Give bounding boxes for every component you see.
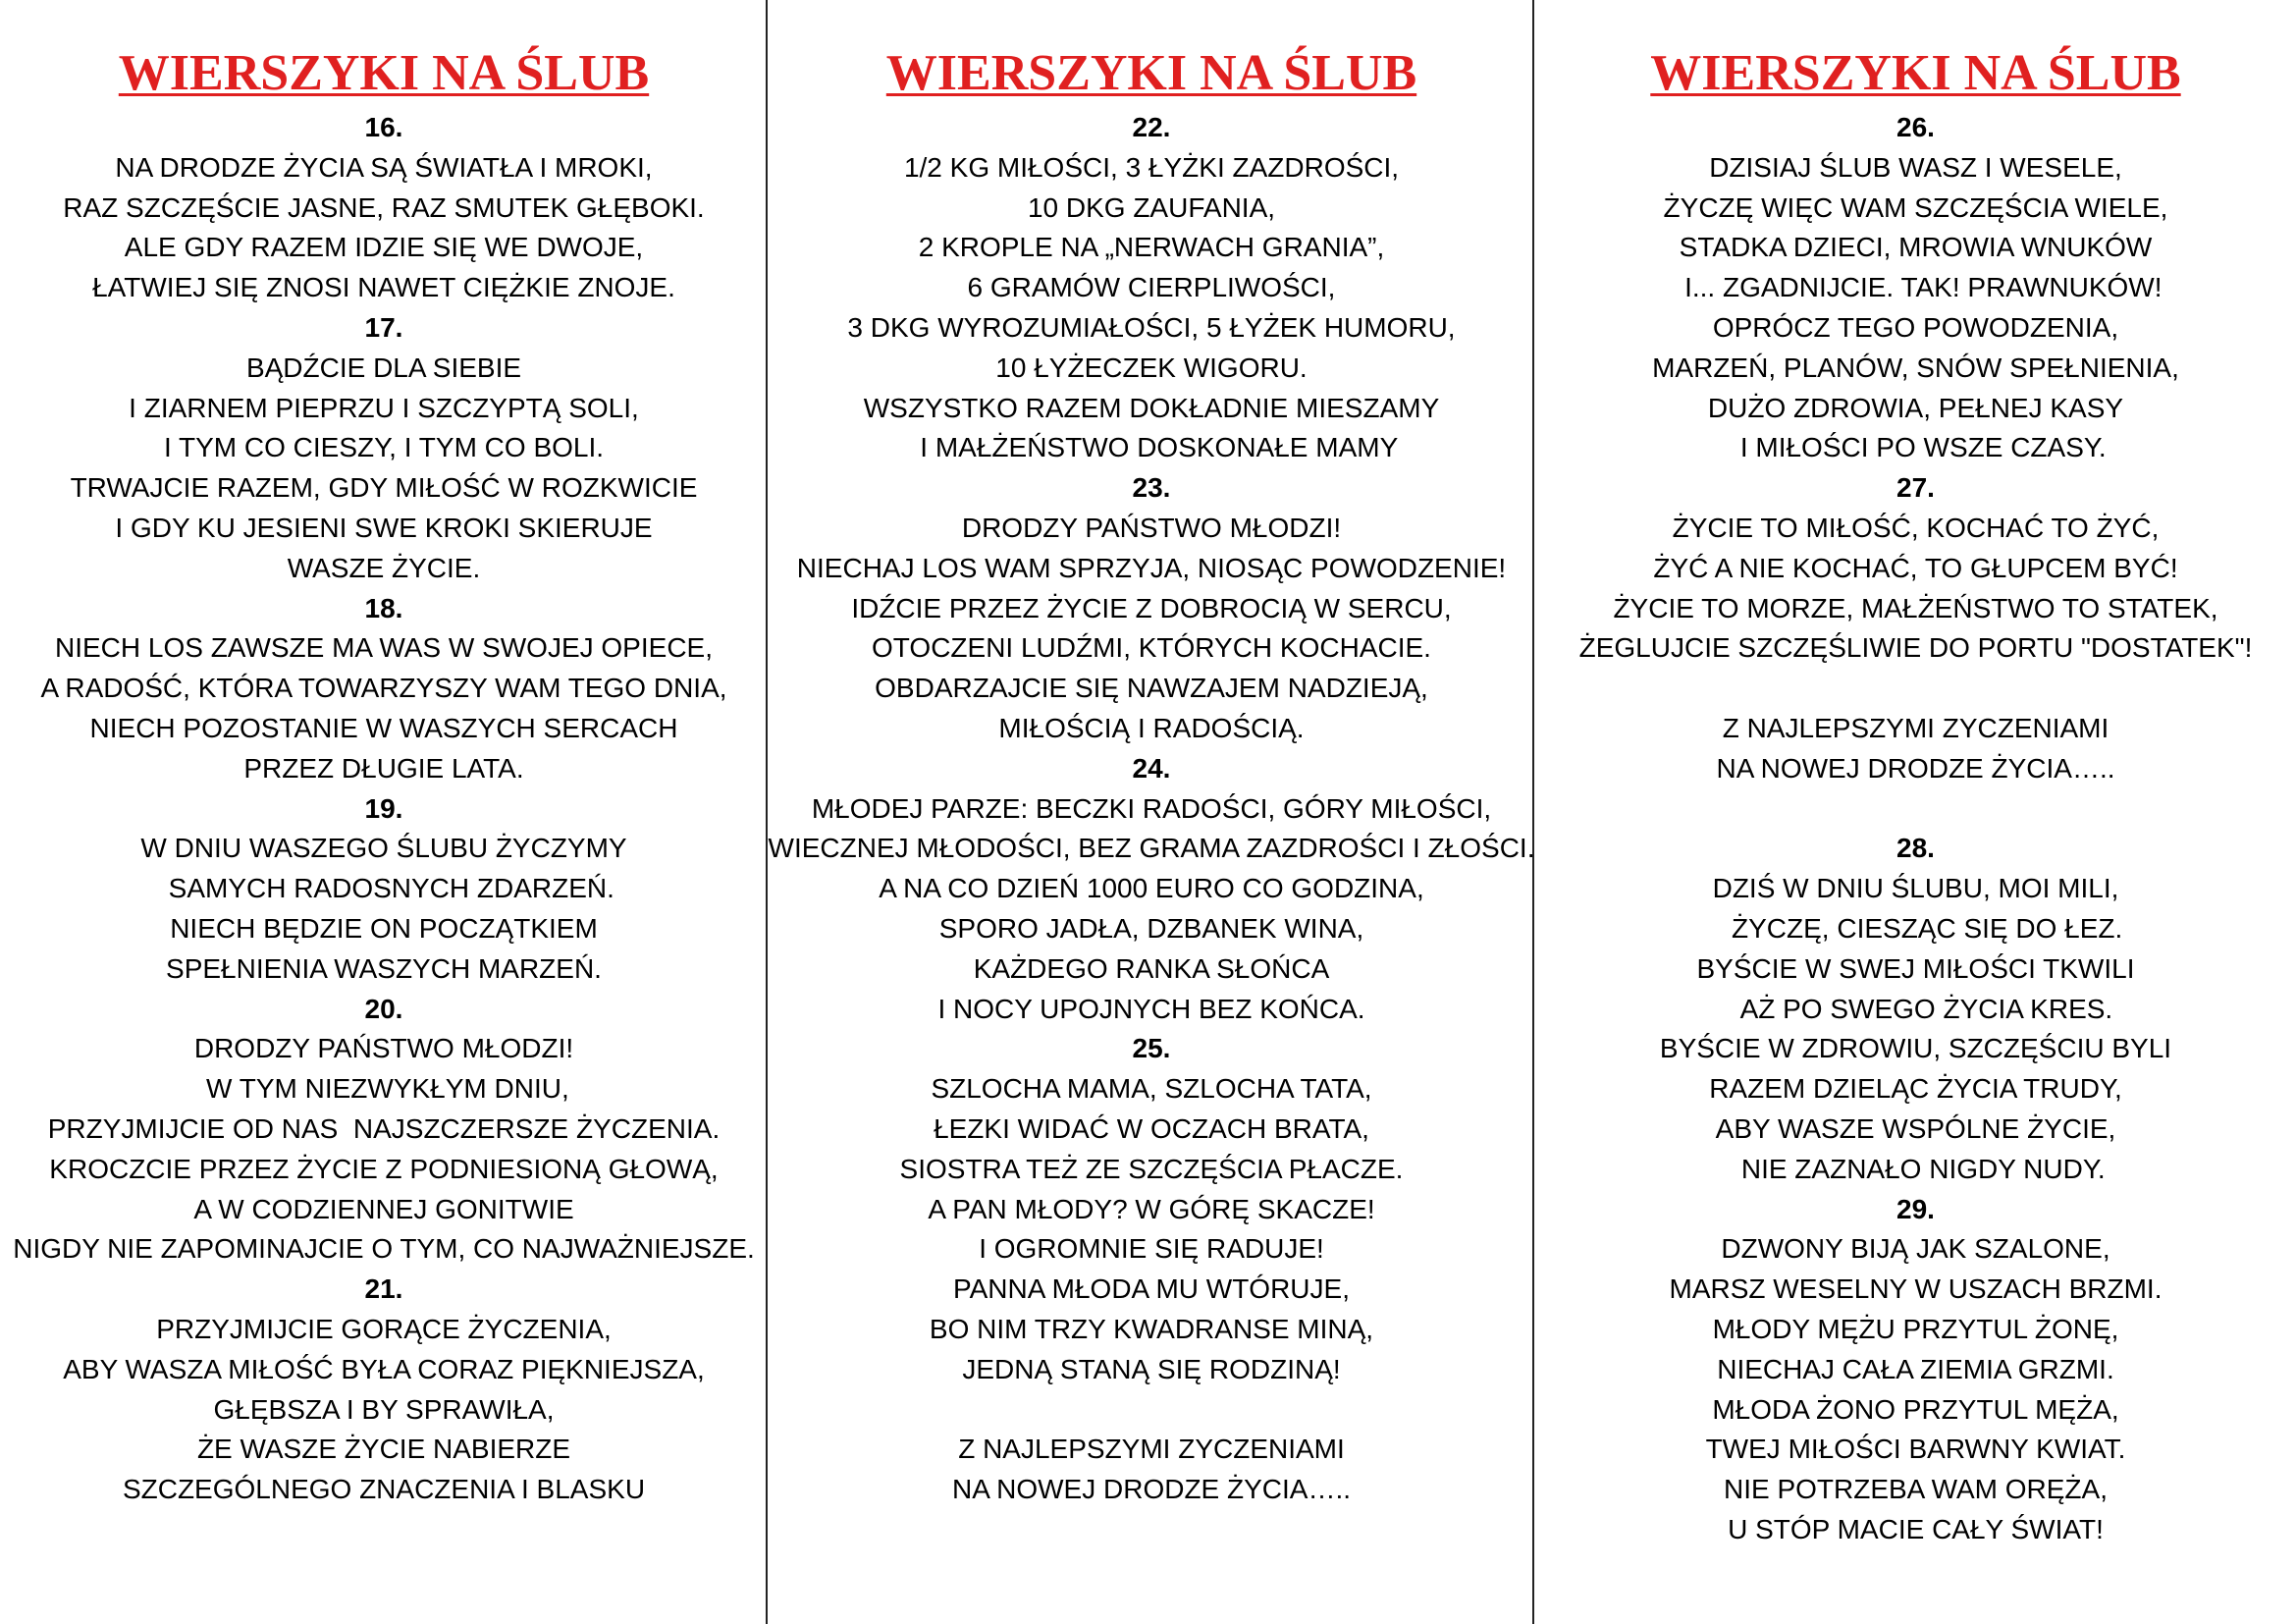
poem-line: PRZYJMIJCIE OD NAS NAJSZCZERSZE ŻYCZENIA. (47, 1112, 721, 1144)
poem-line: A RADOŚĆ, KTÓRA TOWARZYSZY WAM TEGO DNIA, (40, 673, 727, 704)
poem-column-1 (0, 0, 768, 1624)
poem-line: ŻYĆ A NIE KOCHAĆ, TO GŁUPCEM BYĆ! (1653, 552, 2178, 583)
poem-column-3 (1535, 0, 2296, 1624)
poem-number: 26. (1896, 112, 1935, 142)
poem-line: DRODZY PAŃSTWO MŁODZI! (193, 1033, 574, 1064)
poem-number: 22. (1132, 112, 1171, 142)
poem-line: NIECH POZOSTANIE W WASZYCH SERCACH (89, 712, 678, 743)
poem-number: 17. (364, 311, 403, 343)
poem-number: 27. (1896, 472, 1935, 504)
poem-line: I OGROMNIE SIĘ RADUJE! (979, 1233, 1324, 1265)
poem-line: ALE GDY RAZEM IDZIE SIĘ WE DWOJE, (124, 232, 644, 263)
poem-line: NIECHAJ CAŁA ZIEMIA GRZMI. (1717, 1353, 2114, 1384)
poem-line: ŻYCZĘ, CIESZĄC SIĘ DO ŁEZ. (1708, 912, 2123, 944)
poem-line: I TYM CO CIESZY, I TYM CO BOLI. (163, 432, 605, 463)
poem-line: SIOSTRA TEŻ ZE SZCZĘŚCIA PŁACZE. (899, 1153, 1404, 1184)
blank-line (1535, 669, 2296, 709)
poem-number: 19. (364, 792, 403, 824)
poem-line: KAŻDEGO RANKA SŁOŃCA (973, 952, 1330, 984)
poem-line: NIE ZAZNAŁO NIGDY NUDY. (1726, 1153, 2106, 1184)
poem-line: MIŁOŚCIĄ I RADOŚCIĄ. (998, 712, 1305, 743)
poem-number: 18. (364, 592, 403, 623)
poem-line: MŁODY MĘŻU PRZYTUL ŻONĘ, (1712, 1313, 2119, 1344)
poem-line: TRWAJCIE RAZEM, GDY MIŁOŚĆ W ROZKWICIE (70, 472, 698, 504)
poem-line: PANNA MŁODA MU WTÓRUJE, (953, 1273, 1350, 1305)
poem-line: I... ZGADNIJCIE. TAK! PRAWNUKÓW! (1669, 272, 2163, 303)
poem-line: IDŹCIE PRZEZ ŻYCIE Z DOBROCIĄ W SERCU, (851, 592, 1452, 623)
poem-line: I MAŁŻEŃSTWO DOSKONAŁE MAMY (904, 432, 1399, 463)
poem-line: W TYM NIEZWYKŁYM DNIU, (198, 1073, 569, 1105)
poem-line: A W CODZIENNEJ GONITWIE (193, 1193, 574, 1224)
poem-line: OPRÓCZ TEGO POWODZENIA, (1712, 311, 2119, 343)
poem-line: ŻYCIE TO MIŁOŚĆ, KOCHAĆ TO ŻYĆ, (1672, 512, 2160, 543)
poem-line: ŻE WASZE ŻYCIE NABIERZE (196, 1434, 571, 1465)
poem-line: ABY WASZE WSPÓLNE ŻYCIE, (1715, 1112, 2116, 1144)
poem-line: 10 DKG ZAUFANIA, (1027, 191, 1276, 223)
poem-line: DZISIAJ ŚLUB WASZ I WESELE, (1709, 151, 2122, 183)
poem-line: I MIŁOŚCI PO WSZE CZASY. (1725, 432, 2107, 463)
poem-line: NIECHAJ LOS WAM SPRZYJA, NIOSĄC POWODZENIE! (796, 552, 1507, 583)
poem-line: DUŻO ZDROWIA, PEŁNEJ KASY (1707, 392, 2124, 423)
poem-line: PRZEZ DŁUGIE LATA. (243, 752, 524, 784)
poem-line: SAMYCH RADOSNYCH ZDARZEŃ. (153, 873, 614, 904)
poem-line: NA DRODZE ŻYCIA SĄ ŚWIATŁA I MROKI, (115, 151, 653, 183)
poem-line: RAZEM DZIELĄC ŻYCIA TRUDY, (1709, 1073, 2122, 1105)
poem-line: 1/2 KG MIŁOŚCI, 3 ŁYŻKI ZAZDROŚCI, (903, 151, 1400, 183)
poem-line: MŁODEJ PARZE: BECZKI RADOŚCI, GÓRY MIŁOŚCI, (811, 792, 1492, 824)
poem-number: 21. (364, 1273, 403, 1305)
poem-line: RAZ SZCZĘŚCIE JASNE, RAZ SMUTEK GŁĘBOKI. (63, 191, 705, 223)
poem-line: MARZEŃ, PLANÓW, SNÓW SPEŁNIENIA, (1652, 352, 2179, 383)
poem-number: 25. (1132, 1033, 1171, 1064)
poem-number: 29. (1896, 1193, 1935, 1224)
poem-line: I GDY KU JESIENI SWE KROKI SKIERUJE (115, 512, 653, 543)
poem-column-2 (768, 0, 1535, 1624)
poem-line: DZWONY BIJĄ JAK SZALONE, (1721, 1233, 2110, 1265)
poem-number: 20. (364, 993, 403, 1024)
poem-line: MARSZ WESELNY W USZACH BRZMI. (1669, 1273, 2163, 1305)
poem-line: OBDARZAJCIE SIĘ NAWZAJEM NADZIEJĄ, (875, 673, 1428, 704)
poem-line: SZCZEGÓLNEGO ZNACZENIA I BLASKU (122, 1474, 646, 1505)
poem-body (768, 108, 1535, 1510)
poem-line: GŁĘBSZA I BY SPRAWIŁA, (213, 1393, 555, 1425)
poem-line: AŻ PO SWEGO ŻYCIA KRES. (1718, 993, 2113, 1024)
poem-line: BYŚCIE W SWEJ MIŁOŚCI TKWILI (1696, 952, 2135, 984)
poem-line: NIGDY NIE ZAPOMINAJCIE O TYM, CO NAJWAŻNIEJSZE. (13, 1233, 755, 1265)
poem-line: ŻYCIE TO MORZE, MAŁŻEŃSTWO TO STATEK, (1613, 592, 2218, 623)
poem-line: SZLOCHA MAMA, SZLOCHA TATA, (931, 1073, 1372, 1105)
poem-line: A NA CO DZIEŃ 1000 EURO CO GODZINA, (879, 873, 1424, 904)
poem-line: OTOCZENI LUDŹMI, KTÓRYCH KOCHACIE. (872, 632, 1431, 664)
poem-number: 24. (1132, 752, 1171, 784)
poem-line: ABY WASZA MIŁOŚĆ BYŁA CORAZ PIĘKNIEJSZA, (63, 1353, 705, 1384)
poem-line: Z NAJLEPSZYMI ZYCZENIAMI (1722, 712, 2109, 743)
poem-line: NA NOWEJ DRODZE ŻYCIA….. (951, 1474, 1352, 1505)
poem-line: BĄDŹCIE DLA SIEBIE (245, 352, 522, 383)
poem-line: ŻYCZĘ WIĘC WAM SZCZĘŚCIA WIELE, (1663, 191, 2168, 223)
poem-line: WASZE ŻYCIE. (287, 552, 481, 583)
blank-line (1535, 789, 2296, 830)
poem-line: A PAN MŁODY? W GÓRĘ SKACZE! (928, 1193, 1375, 1224)
poem-line: JEDNĄ STANĄ SIĘ RODZINĄ! (962, 1353, 1341, 1384)
poem-number: 28. (1896, 833, 1935, 864)
column-title: WIERSZYKI NA ŚLUB (885, 45, 1417, 101)
poem-line: ŁATWIEJ SIĘ ZNOSI NAWET CIĘŻKIE ZNOJE. (92, 272, 675, 303)
poem-line: PRZYJMIJCIE GORĄCE ŻYCZENIA, (156, 1313, 612, 1344)
poem-line: W DNIU WASZEGO ŚLUBU ŻYCZYMY (140, 833, 627, 864)
blank-line (768, 1390, 1535, 1431)
poem-line: DZIŚ W DNIU ŚLUBU, MOI MILI, (1712, 873, 2119, 904)
poem-line: DRODZY PAŃSTWO MŁODZI! (961, 512, 1342, 543)
poem-line: NA NOWEJ DRODZE ŻYCIA….. (1716, 752, 2115, 784)
poem-line: WSZYSTKO RAZEM DOKŁADNIE MIESZAMY (863, 392, 1440, 423)
poem-line: ŻEGLUJCIE SZCZĘŚLIWIE DO PORTU "DOSTATEK"! (1578, 632, 2253, 664)
poem-line: STADKA DZIECI, MROWIA WNUKÓW (1679, 232, 2153, 263)
poem-line: NIECH LOS ZAWSZE MA WAS W SWOJEJ OPIECE, (55, 632, 713, 664)
poem-line: I NOCY UPOJNYCH BEZ KOŃCA. (937, 993, 1365, 1024)
poem-line: NIECH BĘDZIE ON POCZĄTKIEM (170, 912, 598, 944)
column-title: WIERSZYKI NA ŚLUB (1650, 45, 2181, 101)
poem-line: NIE POTRZEBA WAM ORĘŻA, (1723, 1474, 2108, 1505)
poem-line: SPORO JADŁA, DZBANEK WINA, (938, 912, 1364, 944)
poem-number: 16. (364, 112, 403, 142)
poem-line: WIECZNEJ MŁODOŚCI, BEZ GRAMA ZAZDROŚCI I ZŁOŚCI. (768, 833, 1535, 864)
poem-line: KROCZCIE PRZEZ ŻYCIE Z PODNIESIONĄ GŁOWĄ, (49, 1153, 719, 1184)
poem-line: ŁEZKI WIDAĆ W OCZACH BRATA, (934, 1112, 1369, 1144)
poem-line: 2 KROPLE NA „NERWACH GRANIA”, (918, 232, 1385, 263)
poem-body (1535, 108, 2296, 1550)
poem-line: MŁODA ŻONO PRZYTUL MĘŻA, (1712, 1393, 2119, 1425)
column-title: WIERSZYKI NA ŚLUB (118, 45, 650, 101)
poem-line: U STÓP MACIE CAŁY ŚWIAT! (1728, 1513, 2104, 1544)
poem-number: 23. (1132, 472, 1171, 504)
poem-line: SPEŁNIENIA WASZYCH MARZEŃ. (166, 952, 602, 984)
poem-line: 3 DKG WYROZUMIAŁOŚCI, 5 ŁYŻEK HUMORU, (847, 311, 1456, 343)
poem-line: 6 GRAMÓW CIERPLIWOŚCI, (967, 272, 1336, 303)
poem-line: TWEJ MIŁOŚCI BARWNY KWIAT. (1705, 1434, 2126, 1465)
poem-line: Z NAJLEPSZYMI ZYCZENIAMI (958, 1434, 1345, 1465)
poem-line: BYŚCIE W ZDROWIU, SZCZĘŚCIU BYLI (1659, 1033, 2172, 1064)
poem-body (0, 108, 768, 1510)
poem-line: 10 ŁYŻECZEK WIGORU. (995, 352, 1308, 383)
poem-line: BO NIM TRZY KWADRANSE MINĄ, (929, 1313, 1374, 1344)
poem-line: I ZIARNEM PIEPRZU I SZCZYPTĄ SOLI, (129, 392, 639, 423)
